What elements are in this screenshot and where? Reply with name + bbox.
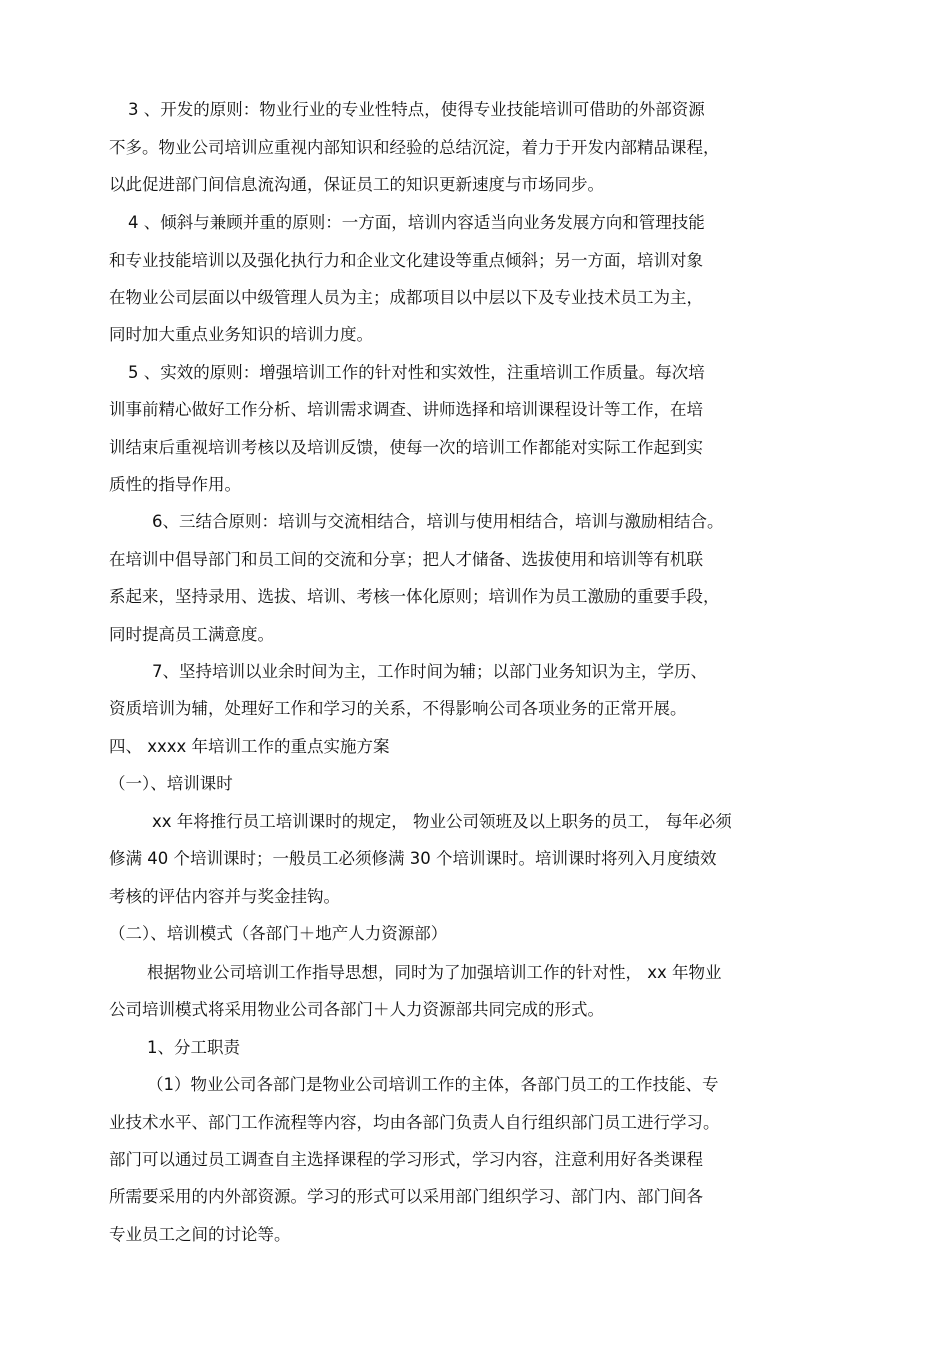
paragraph-3-line-1: 3 、开发的原则：物业行业的专业性特点，使得专业技能培训可借助的外部资源: [128, 100, 705, 119]
paragraph-6-line-3: 系起来，坚持录用、选拔、培训、考核一体化原则；培训作为员工激励的重要手段，: [109, 587, 720, 606]
section-heading-4: 四、 xxxx 年培训工作的重点实施方案: [109, 737, 390, 756]
paragraph-5-line-3: 训结束后重视培训考核以及培训反馈，使每一次的培训工作都能对实际工作起到实: [109, 438, 703, 457]
duties-line-2: 业技术水平、部门工作流程等内容，均由各部门负责人自行组织部门员工进行学习。: [109, 1113, 720, 1132]
paragraph-7-line-1: 7、坚持培训以业余时间为主，工作时间为辅；以部门业务知识为主，学历、: [152, 662, 707, 681]
paragraph-4-line-2: 和专业技能培训以及强化执行力和企业文化建设等重点倾斜；另一方面，培训对象: [109, 251, 703, 270]
paragraph-4-line-3: 在物业公司层面以中级管理人员为主；成都项目以中层以下及专业技术员工为主，: [109, 288, 703, 307]
subsection-heading-2: （二）、培训模式（各部门＋地产人力资源部）: [109, 924, 448, 943]
training-mode-line-1: 根据物业公司培训工作指导思想，同时为了加强培训工作的针对性， xx 年物业: [147, 963, 722, 982]
duties-line-4: 所需要采用的内外部资源。学习的形式可以采用部门组织学习、部门内、部门间各: [109, 1187, 703, 1206]
division-of-duties-heading: 1、分工职责: [147, 1038, 240, 1057]
paragraph-7-line-2: 资质培训为辅，处理好工作和学习的关系，不得影响公司各项业务的正常开展。: [109, 699, 687, 718]
duties-line-3: 部门可以通过员工调查自主选择课程的学习形式，学习内容，注意利用好各类课程: [109, 1150, 703, 1169]
subsection-heading-1: （一）、培训课时: [109, 774, 233, 793]
training-mode-line-2: 公司培训模式将采用物业公司各部门＋人力资源部共同完成的形式。: [109, 1000, 604, 1019]
training-hours-line-3: 考核的评估内容并与奖金挂钩。: [109, 887, 340, 906]
training-hours-line-1: xx 年将推行员工培训课时的规定， 物业公司领班及以上职务的员工， 每年必须: [152, 812, 732, 831]
paragraph-6-line-1: 6、三结合原则：培训与交流相结合，培训与使用相结合，培训与激励相结合。: [152, 512, 724, 531]
paragraph-3-line-3: 以此促进部门间信息流沟通，保证员工的知识更新速度与市场同步。: [109, 175, 604, 194]
paragraph-5-line-1: 5 、实效的原则：增强培训工作的针对性和实效性，注重培训工作质量。每次培: [128, 363, 705, 382]
duties-line-5: 专业员工之间的讨论等。: [109, 1225, 291, 1244]
paragraph-6-line-4: 同时提高员工满意度。: [109, 625, 274, 644]
paragraph-6-line-2: 在培训中倡导部门和员工间的交流和分享；把人才储备、选拔使用和培训等有机联: [109, 550, 703, 569]
paragraph-4-line-4: 同时加大重点业务知识的培训力度。: [109, 325, 373, 344]
paragraph-5-line-2: 训事前精心做好工作分析、培训需求调查、讲师选择和培训课程设计等工作，在培: [109, 400, 703, 419]
duties-line-1: （1）物业公司各部门是物业公司培训工作的主体，各部门员工的工作技能、专: [147, 1075, 719, 1094]
paragraph-3-line-2: 不多。物业公司培训应重视内部知识和经验的总结沉淀，着力于开发内部精品课程，: [109, 138, 720, 157]
paragraph-4-line-1: 4 、倾斜与兼顾并重的原则：一方面，培训内容适当向业务发展方向和管理技能: [128, 213, 705, 232]
training-hours-line-2: 修满 40 个培训课时；一般员工必须修满 30 个培训课时。培训课时将列入月度绩效: [109, 849, 717, 868]
paragraph-5-line-4: 质性的指导作用。: [109, 475, 241, 494]
